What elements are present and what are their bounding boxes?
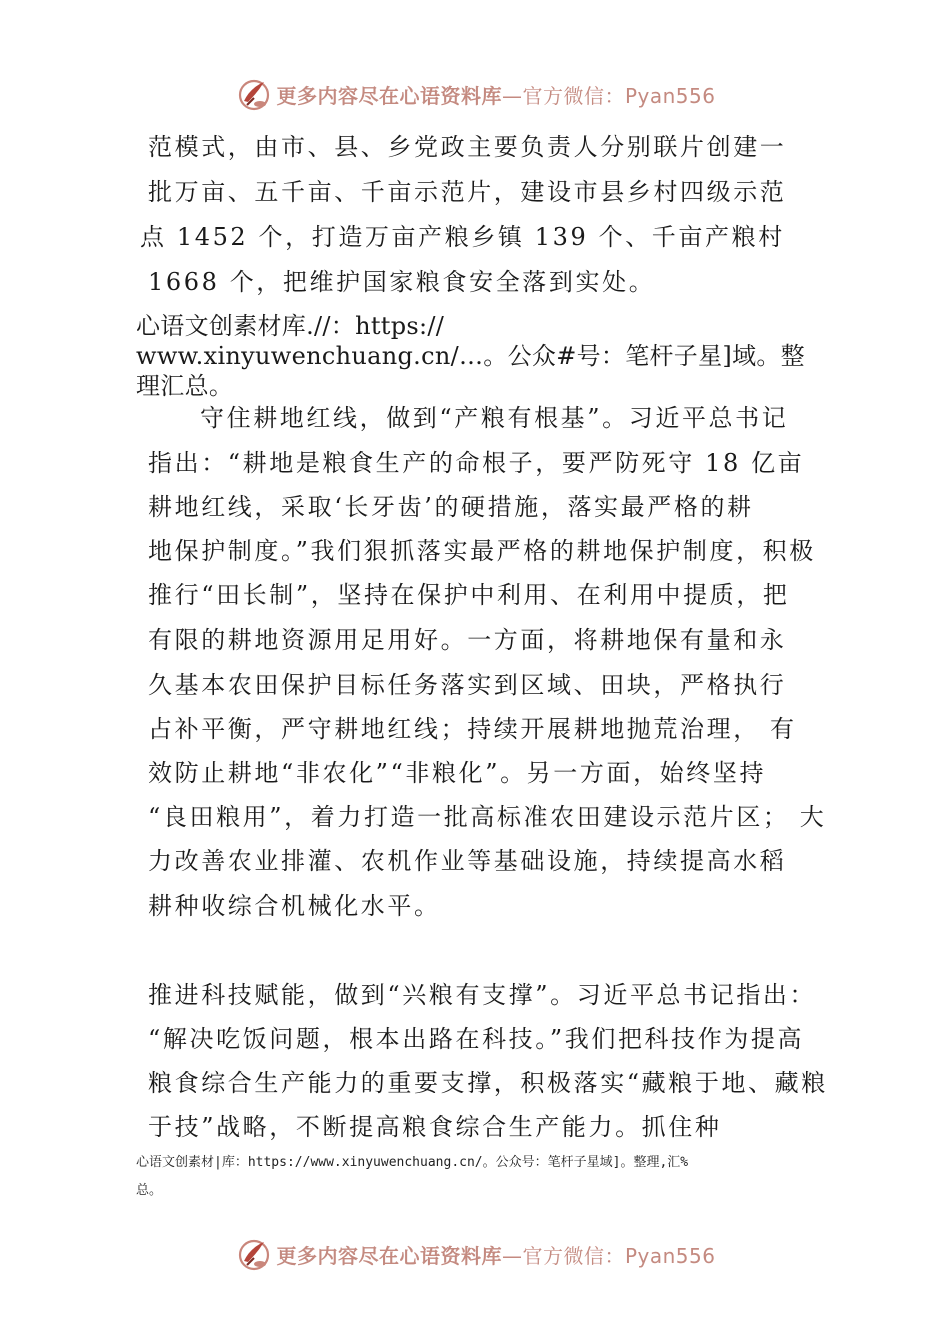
footer-banner-text: 更多内容尽在心语资料库—官方微信：Pyan556 (276, 1243, 716, 1268)
paragraph-3-line-1: 推进科技赋能，做到“兴粮有支撑”。习近平总书记指出： (148, 981, 817, 1009)
paragraph-2-line-2: 指出：“耕地是粮食生产的命根子，要严防死守 18 亿亩 (148, 449, 805, 477)
footer-watermark-line-2: 总。 (136, 1183, 163, 1198)
paragraph-2-line-9: 效防止耕地“非农化”“非粮化”。另一方面，始终坚持 (148, 759, 767, 787)
paragraph-1-line-4: 1668 个，把维护国家粮食安全落到实处。 (148, 268, 656, 296)
paragraph-3-line-2: “解决吃饭问题，根本出路在科技。”我们把科技作为提高 (148, 1025, 805, 1053)
paragraph-1-line-3: 点 1452 个，打造万亩产粮乡镇 139 个、千亩产粮村 (140, 223, 785, 251)
watermark-line-1: 心语文创素材库.//：https:// (136, 312, 445, 340)
paragraph-2-line-10: “良田粮用”，着力打造一批高标准农田建设示范片区； 大 (148, 803, 827, 831)
paragraph-2-line-6: 有限的耕地资源用足用好。一方面，将耕地保有量和永 (148, 626, 787, 654)
paragraph-2-line-7: 久基本农田保护目标任务落实到区域、田块，严格执行 (148, 671, 787, 699)
paragraph-3-line-3: 粮食综合生产能力的重要支撑，积极落实“藏粮于地、藏粮 (148, 1069, 828, 1097)
paragraph-2-line-3: 耕地红线，采取‘长牙齿’的硬措施，落实最严格的耕 (148, 493, 754, 521)
paragraph-2-line-12: 耕种收综合机械化水平。 (148, 892, 441, 920)
paragraph-2-line-5: 推行“田长制”，坚持在保护中利用、在利用中提质，把 (148, 581, 790, 609)
paragraph-1-line-2: 批万亩、五千亩、千亩示范片，建设市县乡村四级示范 (148, 178, 787, 206)
paragraph-3-line-4: 于技”战略，不断提高粮食综合生产能力。抓住种 (148, 1113, 722, 1141)
quill-inkwell-icon (234, 74, 274, 114)
paragraph-1-line-1: 范模式，由市、县、乡党政主要负责人分别联片创建一 (148, 133, 787, 161)
paragraph-2-line-11: 力改善农业排灌、农机作业等基础设施，持续提高水稻 (148, 847, 787, 875)
quill-inkwell-icon (234, 1234, 274, 1274)
watermark-line-2: www.xinyuwenchuang.cn/…。公众#号：笔杆子星]域。整 (136, 342, 805, 370)
footer-banner (0, 1232, 950, 1276)
paragraph-2-line-8: 占补平衡，严守耕地红线；持续开展耕地抛荒治理， 有 (148, 715, 797, 743)
header-banner-text: 更多内容尽在心语资料库—官方微信：Pyan556 (276, 83, 716, 108)
watermark-line-3: 理汇总。 (136, 372, 234, 400)
footer-watermark-line-1: 心语文创素材|库：https://www.xinyuwenchuang.cn/。公众号：笔杆子星域]。整理,汇% (136, 1155, 689, 1170)
paragraph-2-line-4: 地保护制度。”我们狠抓落实最严格的耕地保护制度，积极 (148, 537, 816, 565)
header-banner (0, 72, 950, 116)
paragraph-2-line-1: 守住耕地红线，做到“产粮有根基”。习近平总书记 (200, 404, 789, 432)
